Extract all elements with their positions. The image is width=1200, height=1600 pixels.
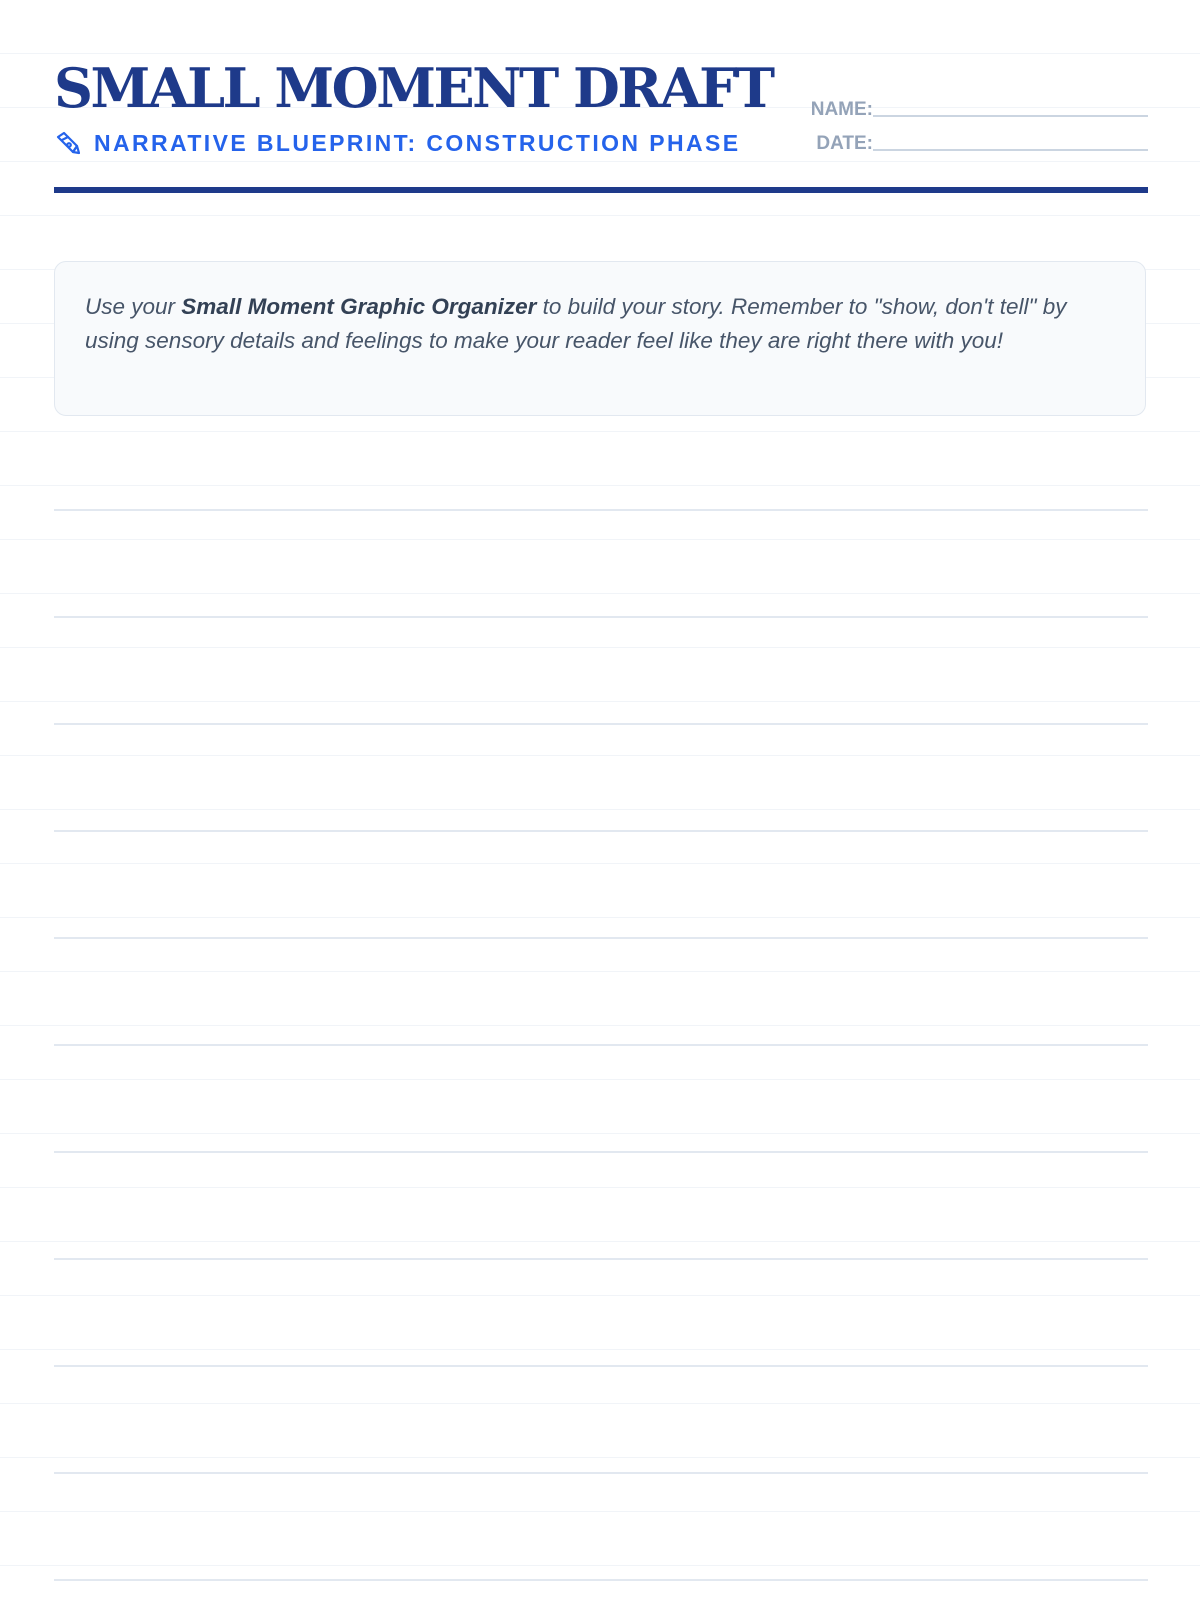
writing-area[interactable] (54, 415, 1148, 1600)
subtitle-row (54, 128, 740, 158)
writing-line (54, 1258, 1148, 1260)
name-field[interactable] (873, 115, 1148, 117)
writing-line (54, 616, 1148, 618)
student-info (803, 98, 1148, 166)
date-label: DATE: (816, 133, 873, 154)
writing-line (54, 1579, 1148, 1581)
date-field[interactable] (873, 149, 1148, 151)
instructions-emphasis: Small Moment Graphic Organizer (181, 294, 537, 319)
writing-line (54, 1472, 1148, 1474)
writing-line (54, 1151, 1148, 1153)
writing-line (54, 509, 1148, 511)
pencil-icon (54, 130, 80, 156)
writing-line (54, 1365, 1148, 1367)
writing-line (54, 830, 1148, 832)
page-subtitle: NARRATIVE BLUEPRINT: CONSTRUCTION PHASE (94, 129, 741, 156)
writing-line (54, 723, 1148, 725)
header-divider (54, 187, 1148, 193)
instructions-text (85, 290, 1115, 358)
writing-line (54, 1044, 1148, 1046)
instructions-prefix: Use your (85, 294, 182, 319)
name-label: NAME: (810, 99, 873, 120)
writing-line (54, 937, 1148, 939)
name-row (803, 98, 1148, 120)
page-title: SMALL MOMENT DRAFT (54, 56, 773, 120)
worksheet-header (54, 56, 1148, 194)
instructions-suffix: to build your story. Remember to "show, don't tell" by using sensory details and feelings to make your reader feel like they are right there with you! (85, 294, 1067, 353)
date-row (803, 132, 1148, 154)
instructions-box (54, 261, 1146, 416)
